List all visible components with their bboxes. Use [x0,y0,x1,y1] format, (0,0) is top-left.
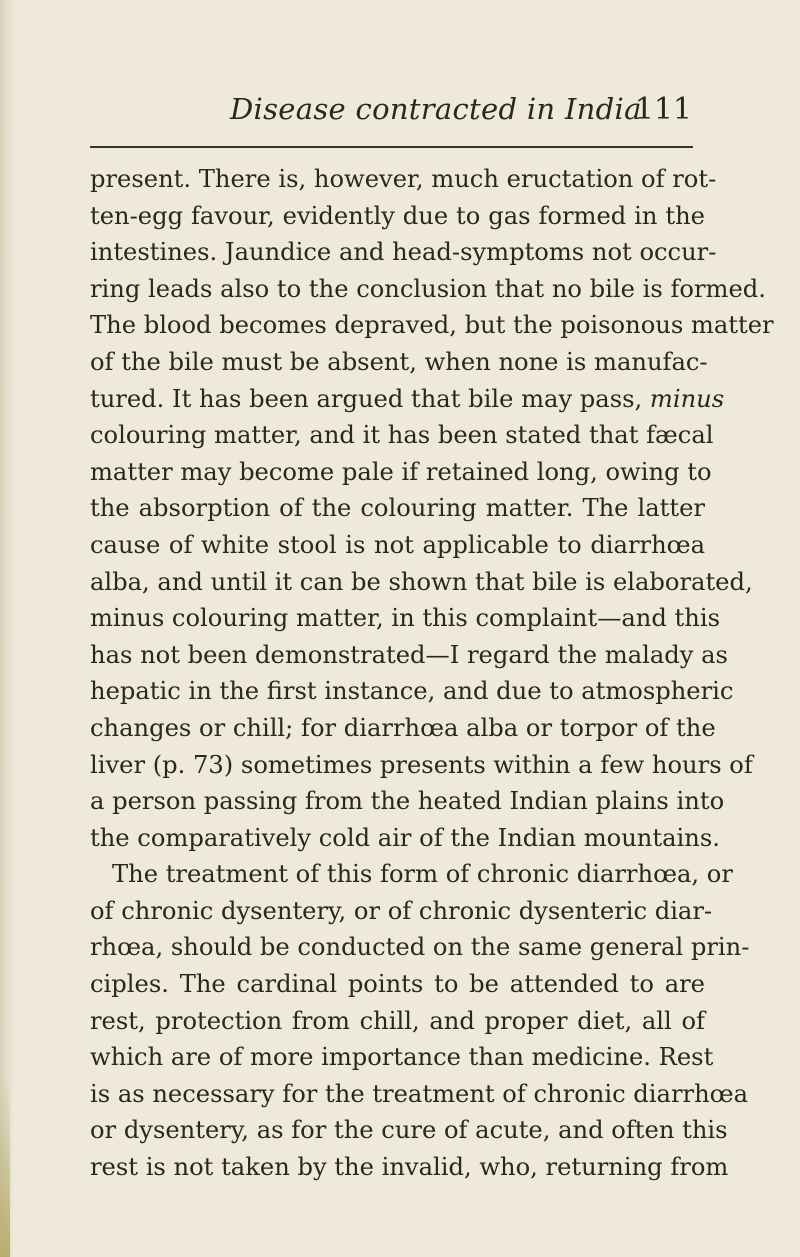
page-number: 111 [634,92,692,127]
paragraph-start-line: The treatment of this form of chronic diarrhœa, or [112,860,733,889]
header-rule [90,146,693,148]
text-line: the absorption of the colouring matter. The latter [90,494,705,523]
text-line: of the bile must be absent, when none is manufac- [90,347,708,376]
text-line: The blood becomes depraved, but the poisonous matter [90,311,774,340]
text-line: ring leads also to the conclusion that no bile is formed. [90,274,766,303]
text-line: hepatic in the first instance, and due to atmospheric [90,677,734,706]
text-line: is as necessary for the treatment of chronic diarrhœa [90,1079,748,1108]
text-line: matter may become pale if retained long, owing to [90,457,712,486]
text-line: ciples. The cardinal points to be attended to are [90,970,705,999]
text-line: rhœa, should be conducted on the same general prin- [90,933,750,962]
italic-word: minus [649,384,725,413]
text-line: minus colouring matter, in this complaint—and this [90,604,721,633]
text-line: rest, protection from chill, and proper diet, all of [90,1006,705,1035]
text-line: the comparatively cold air of the Indian mountains. [90,823,720,852]
text-line: a person passing from the heated Indian plains into [90,787,725,816]
text-line: ten-egg favour, evidently due to gas formed in the [90,201,705,230]
text-line [90,381,725,418]
text-line: rest is not taken by the invalid, who, returning from [90,1153,729,1182]
text-segment: tured. It has been argued that bile may pass, [90,384,643,413]
text-line: which are of more importance than medicine. Rest [90,1043,714,1072]
text-line: intestines. Jaundice and head-symptoms not occur- [90,238,717,267]
running-title: Disease contracted in India [230,92,642,126]
text-line: colouring matter, and it has been stated that fæcal [90,421,714,450]
text-line: cause of white stool is not applicable to diarrhœa [90,530,705,559]
page-edge-stain [0,1080,10,1257]
text-line: or dysentery, as for the cure of acute, and often this [90,1116,728,1145]
page-gutter-shadow [0,0,14,1257]
text-line: of chronic dysentery, or of chronic dysenteric diar- [90,896,713,925]
running-head [230,92,692,132]
text-line: liver (p. 73) sometimes presents within a few hours of [90,750,753,779]
text-line: alba, and until it can be shown that bile is elaborated, [90,567,753,596]
page-body [90,161,774,1186]
text-line: has not been demonstrated—I regard the malady as [90,640,728,669]
text-line: changes or chill; for diarrhœa alba or torpor of the [90,713,716,742]
text-line: present. There is, however, much eructation of rot- [90,165,717,193]
